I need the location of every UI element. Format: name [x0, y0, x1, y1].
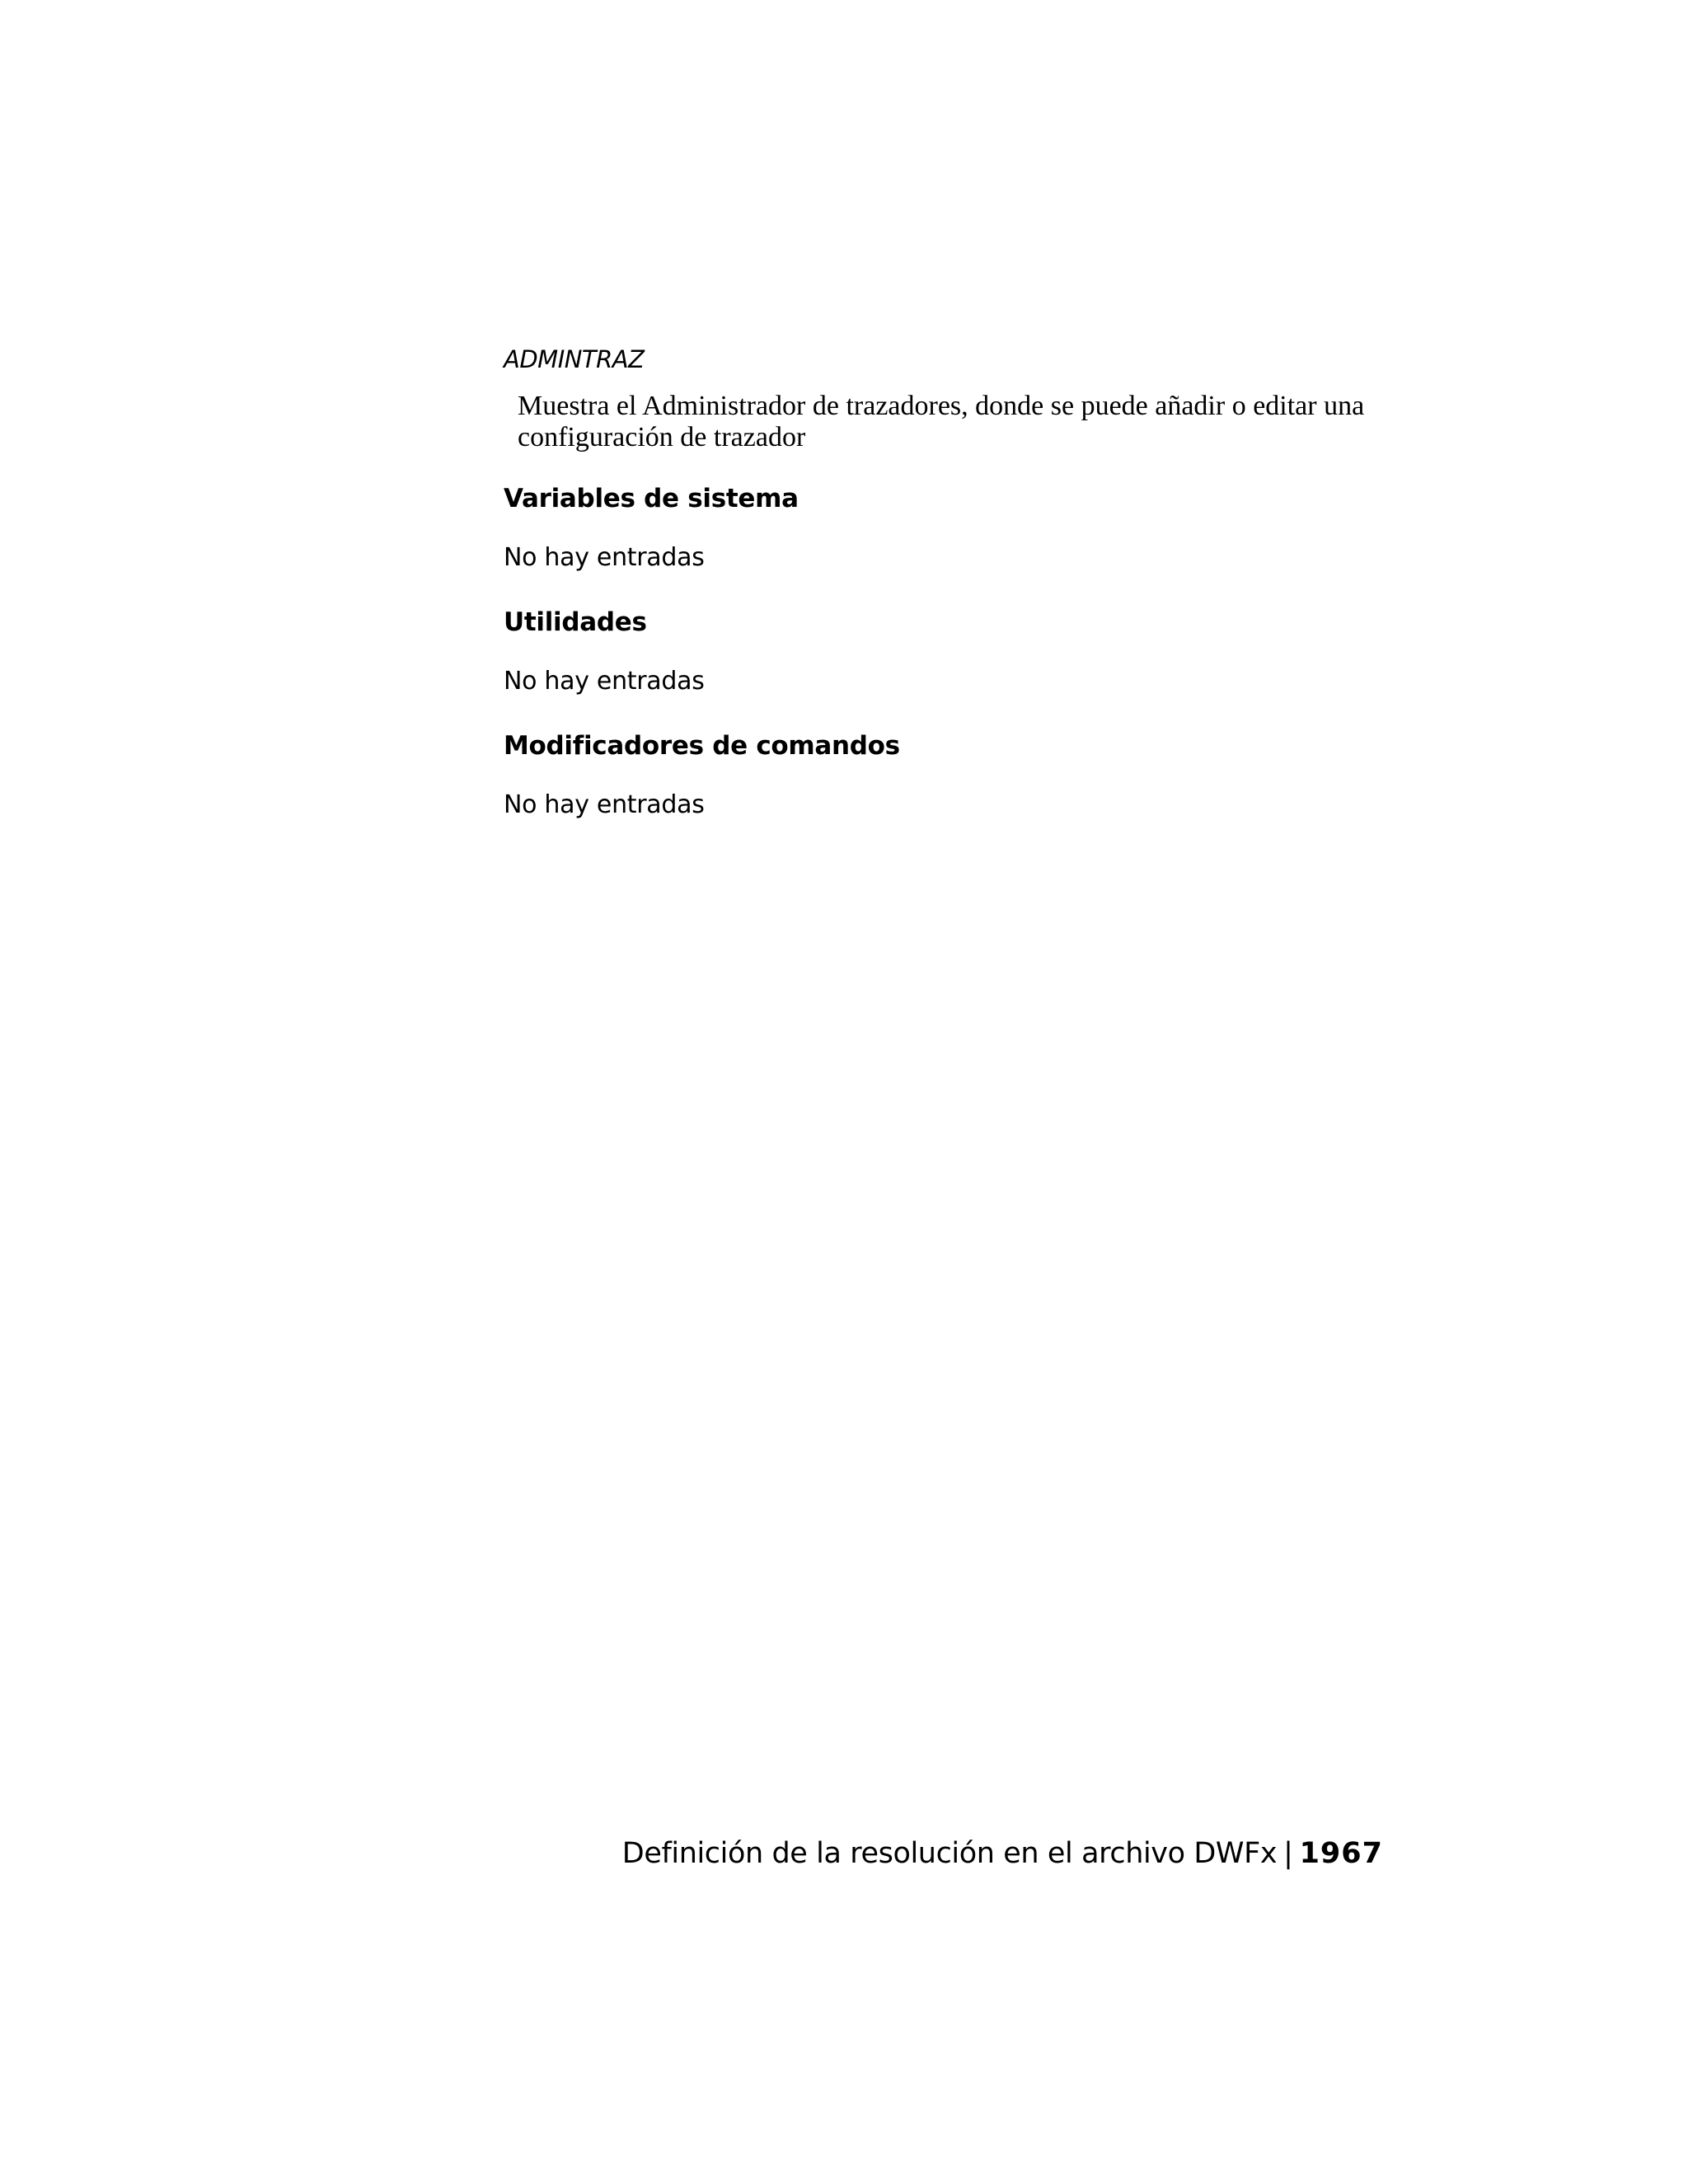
section-heading-system-variables: Variables de sistema	[504, 484, 799, 513]
page-footer	[622, 1835, 1383, 1872]
section-heading-utilities: Utilidades	[504, 607, 647, 637]
page-number: 1967	[1299, 1837, 1383, 1870]
footer-separator: |	[1283, 1837, 1293, 1870]
command-description-line-2: configuración de trazador	[518, 422, 806, 452]
section-heading-command-modifiers: Modificadores de comandos	[504, 731, 900, 761]
command-description-line-1: Muestra el Administrador de trazadores, donde se puede añadir o editar una	[518, 391, 1365, 421]
command-description	[518, 391, 1424, 453]
section-body-system-variables: No hay entradas	[504, 543, 705, 572]
command-term: ADMINTRAZ	[504, 345, 645, 373]
footer-title: Definición de la resolución en el archivo DWFx	[621, 1837, 1278, 1870]
section-body-utilities: No hay entradas	[504, 667, 705, 696]
section-body-command-modifiers: No hay entradas	[504, 790, 705, 819]
